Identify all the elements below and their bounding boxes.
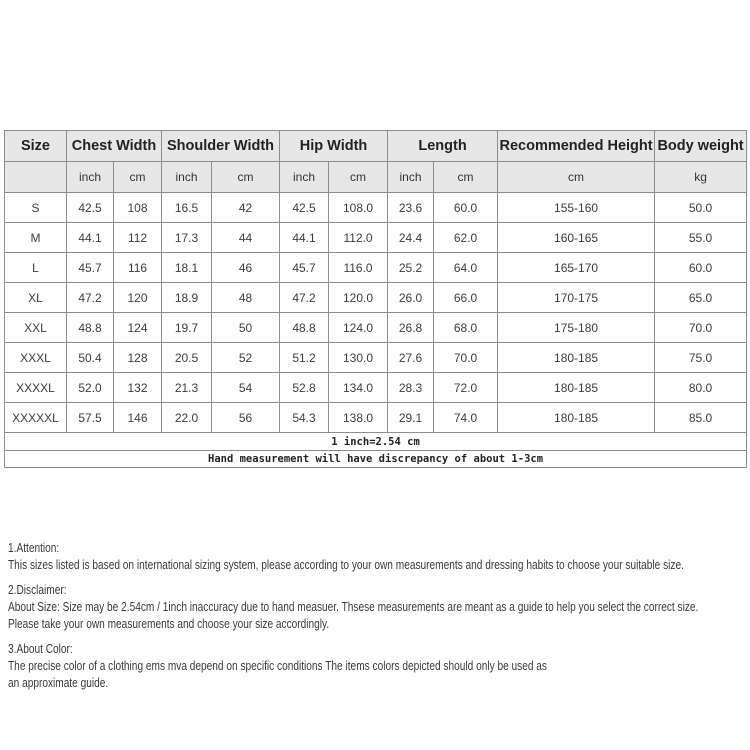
unit-header: cm [212, 162, 280, 193]
unit-header: cm [434, 162, 498, 193]
table-cell: 160-165 [498, 223, 655, 253]
table-cell: 80.0 [655, 373, 747, 403]
sub-header-row [5, 162, 747, 193]
table-cell: 54 [212, 373, 280, 403]
table-cell: 120.0 [329, 283, 388, 313]
table-cell: XL [5, 283, 67, 313]
table-cell: 18.1 [162, 253, 212, 283]
footnote-measurement-discrepancy: Hand measurement will have discrepancy of about 1-3cm [5, 451, 747, 468]
table-cell: 130.0 [329, 343, 388, 373]
footnote-row [5, 433, 747, 451]
table-cell: L [5, 253, 67, 283]
table-cell: S [5, 193, 67, 223]
note-disclaimer [8, 582, 750, 633]
column-header: Shoulder Width [162, 131, 280, 162]
table-cell: 47.2 [67, 283, 114, 313]
unit-header: inch [388, 162, 434, 193]
column-header: Body weight [655, 131, 747, 162]
table-row [5, 343, 747, 373]
table-cell: 170-175 [498, 283, 655, 313]
column-header: Hip Width [280, 131, 388, 162]
table-cell: 68.0 [434, 313, 498, 343]
table-cell: 45.7 [67, 253, 114, 283]
table-cell: 44.1 [67, 223, 114, 253]
note-disclaimer-line: About Size: Size may be 2.54cm / 1inch inaccuracy due to hand measuer. Thsese measurements are meant as a guide to help you select the correct size. [8, 600, 699, 614]
table-cell: 65.0 [655, 283, 747, 313]
column-header: Length [388, 131, 498, 162]
table-cell: 16.5 [162, 193, 212, 223]
table-row [5, 253, 747, 283]
table-cell: 60.0 [434, 193, 498, 223]
table-cell: 85.0 [655, 403, 747, 433]
unit-header: kg [655, 162, 747, 193]
table-row [5, 313, 747, 343]
unit-header: cm [114, 162, 162, 193]
table-cell: 28.3 [388, 373, 434, 403]
table-cell: 52 [212, 343, 280, 373]
note-disclaimer-title: 2.Disclaimer: [8, 583, 67, 597]
table-cell: 26.0 [388, 283, 434, 313]
table-cell: 124.0 [329, 313, 388, 343]
table-cell: 55.0 [655, 223, 747, 253]
unit-header [5, 162, 67, 193]
table-cell: 48.8 [67, 313, 114, 343]
table-cell: 108 [114, 193, 162, 223]
column-header: Chest Width [67, 131, 162, 162]
table-cell: 70.0 [434, 343, 498, 373]
group-header-row [5, 131, 747, 162]
table-cell: 22.0 [162, 403, 212, 433]
table-cell: 50.4 [67, 343, 114, 373]
note-about-color [8, 641, 750, 692]
table-cell: 21.3 [162, 373, 212, 403]
table-cell: 134.0 [329, 373, 388, 403]
footnote-row [5, 451, 747, 468]
table-cell: 120 [114, 283, 162, 313]
table-cell: 27.6 [388, 343, 434, 373]
table-cell: 44.1 [280, 223, 329, 253]
table-cell: 42 [212, 193, 280, 223]
table-cell: 66.0 [434, 283, 498, 313]
table-cell: 180-185 [498, 373, 655, 403]
footnote-inch-conversion: 1 inch=2.54 cm [5, 433, 747, 451]
table-cell: 19.7 [162, 313, 212, 343]
table-row [5, 193, 747, 223]
table-cell: 155-160 [498, 193, 655, 223]
table-cell: 50 [212, 313, 280, 343]
table-cell: XXXL [5, 343, 67, 373]
table-cell: XXXXXL [5, 403, 67, 433]
note-attention-title: 1.Attention: [8, 541, 60, 555]
table-cell: 50.0 [655, 193, 747, 223]
note-attention [8, 540, 750, 574]
table-cell: 165-170 [498, 253, 655, 283]
table-cell: 44 [212, 223, 280, 253]
table-cell: 128 [114, 343, 162, 373]
table-cell: 47.2 [280, 283, 329, 313]
table-cell: 20.5 [162, 343, 212, 373]
table-cell: 132 [114, 373, 162, 403]
table-cell: 180-185 [498, 403, 655, 433]
notes-section [8, 540, 750, 700]
note-disclaimer-line: Please take your own measurements and choose your size accordingly. [8, 617, 330, 631]
note-attention-line: This sizes listed is based on international sizing system, please according to your own measurements and dressing habits to choose your suitable size. [8, 558, 684, 572]
size-table-body [5, 193, 747, 433]
table-cell: 64.0 [434, 253, 498, 283]
table-cell: 138.0 [329, 403, 388, 433]
table-cell: 17.3 [162, 223, 212, 253]
table-cell: 25.2 [388, 253, 434, 283]
unit-header: inch [162, 162, 212, 193]
table-cell: 45.7 [280, 253, 329, 283]
table-cell: 29.1 [388, 403, 434, 433]
unit-header: inch [67, 162, 114, 193]
table-row [5, 403, 747, 433]
table-cell: 108.0 [329, 193, 388, 223]
note-about-color-line: The precise color of a clothing ems mva depend on specific conditions The items colors depicted should only be used as [8, 659, 547, 673]
table-cell: 60.0 [655, 253, 747, 283]
table-cell: 42.5 [280, 193, 329, 223]
table-cell: 26.8 [388, 313, 434, 343]
table-cell: 124 [114, 313, 162, 343]
table-row [5, 373, 747, 403]
table-cell: 57.5 [67, 403, 114, 433]
note-about-color-title: 3.About Color: [8, 642, 73, 656]
column-header: Size [5, 131, 67, 162]
unit-header: cm [498, 162, 655, 193]
table-cell: 42.5 [67, 193, 114, 223]
table-cell: 48.8 [280, 313, 329, 343]
table-cell: 112.0 [329, 223, 388, 253]
table-cell: 116.0 [329, 253, 388, 283]
table-cell: 24.4 [388, 223, 434, 253]
table-cell: 180-185 [498, 343, 655, 373]
column-header: Recommended Height [498, 131, 655, 162]
table-cell: 112 [114, 223, 162, 253]
note-about-color-line: an approximate guide. [8, 676, 109, 690]
table-cell: 56 [212, 403, 280, 433]
table-cell: 46 [212, 253, 280, 283]
table-cell: 48 [212, 283, 280, 313]
size-chart-table [4, 130, 747, 468]
table-cell: XXL [5, 313, 67, 343]
table-cell: XXXXL [5, 373, 67, 403]
table-cell: 18.9 [162, 283, 212, 313]
unit-header: inch [280, 162, 329, 193]
table-cell: 23.6 [388, 193, 434, 223]
table-cell: 52.0 [67, 373, 114, 403]
table-cell: 51.2 [280, 343, 329, 373]
table-row [5, 283, 747, 313]
table-cell: 75.0 [655, 343, 747, 373]
table-cell: 116 [114, 253, 162, 283]
table-cell: 70.0 [655, 313, 747, 343]
table-cell: M [5, 223, 67, 253]
table-row [5, 223, 747, 253]
unit-header: cm [329, 162, 388, 193]
table-cell: 175-180 [498, 313, 655, 343]
table-cell: 74.0 [434, 403, 498, 433]
table-cell: 146 [114, 403, 162, 433]
table-cell: 72.0 [434, 373, 498, 403]
table-cell: 52.8 [280, 373, 329, 403]
table-cell: 54.3 [280, 403, 329, 433]
table-cell: 62.0 [434, 223, 498, 253]
